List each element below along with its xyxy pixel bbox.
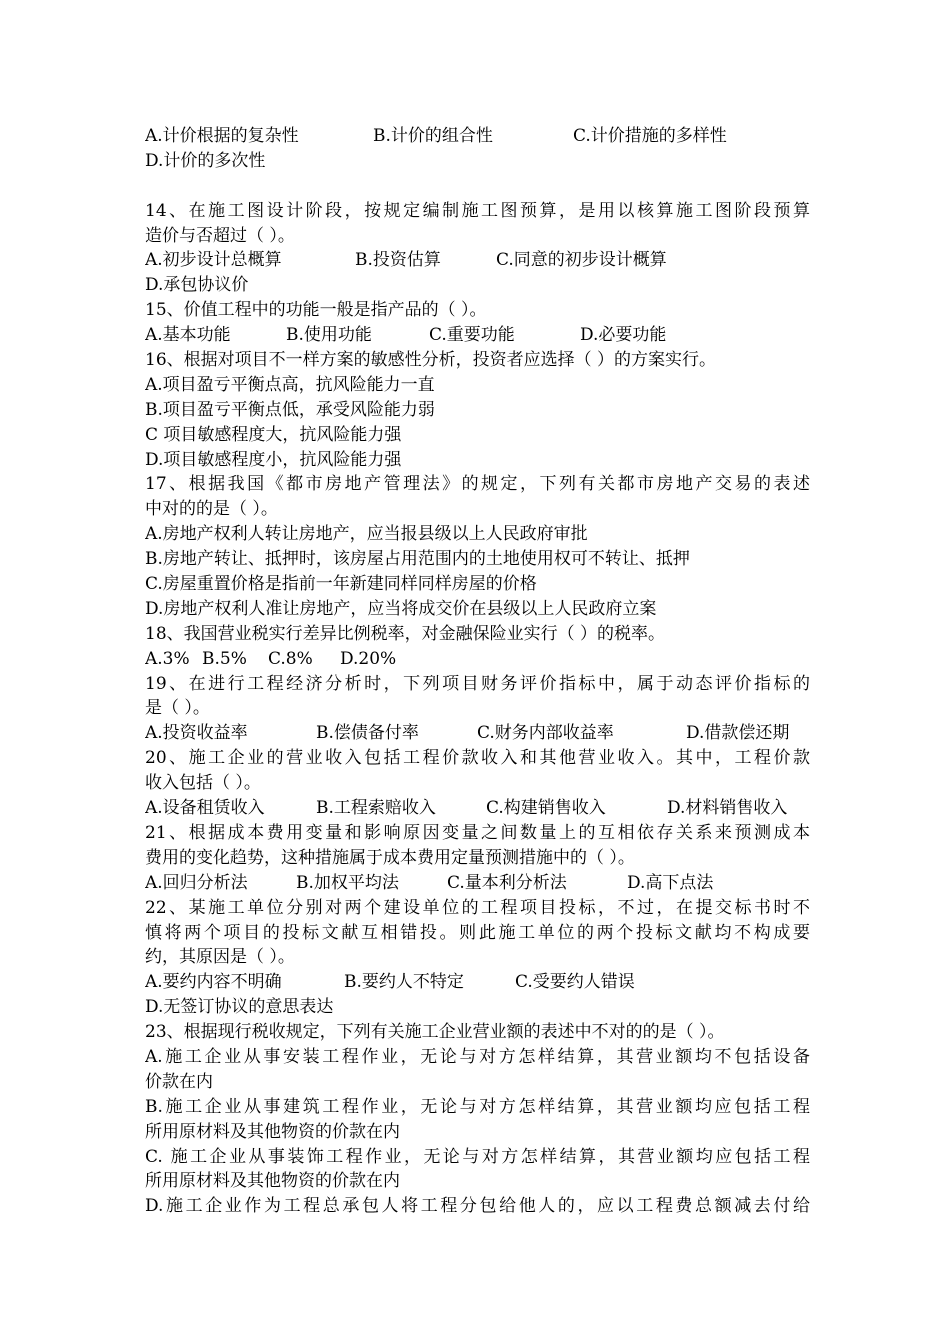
q22-option-c: C.受要约人错误 — [515, 972, 635, 993]
q15-options-row — [145, 323, 810, 348]
q22-option-a: A.要约内容不明确 — [145, 972, 282, 993]
q19-option-b: B.偿债备付率 — [316, 723, 419, 744]
q23-option-b-line-2: 所用原材料及其他物资的价款在内 — [145, 1121, 400, 1142]
q21-options-row — [145, 871, 810, 896]
q14-option-d: D.承包协议价 — [145, 275, 249, 296]
q20-option-a: A.设备租赁收入 — [145, 798, 265, 819]
q15-option-c: C.重要功能 — [429, 325, 515, 346]
q13-option-c: C.计价措施的多样性 — [573, 126, 727, 146]
q16-option-a: A.项目盈亏平衡点高，抗风险能力一直 — [145, 374, 435, 395]
q14-stem-line-2: 造价与否超过（ ）。 — [145, 225, 295, 246]
spacer — [145, 174, 810, 199]
q15-option-b: B.使用功能 — [286, 325, 372, 346]
q18-options-row — [145, 647, 810, 672]
q16-option-b: B.项目盈亏平衡点低，承受风险能力弱 — [145, 399, 435, 420]
q21-option-a: A.回归分析法 — [145, 872, 248, 893]
q14-stem-line-1: 14、在施工图设计阶段，按规定编制施工图预算，是用以核算施工图阶段预算 — [145, 200, 810, 221]
q18-stem: 18、我国营业税实行差异比例税率，对金融保险业实行（ ）的税率。 — [145, 623, 666, 644]
q13-option-a: A.计价根据的复杂性 — [145, 126, 299, 146]
q21-stem-line-1: 21、根据成本费用变量和影响原因变量之间数量上的互相依存关系来预测成本 — [145, 822, 810, 843]
q23-option-a-line-1: A.施工企业从事安装工程作业，无论与对方怎样结算，其营业额均不包括设备 — [145, 1046, 810, 1067]
q17-option-d: D.房地产权利人准让房地产，应当将成交价在县级以上人民政府立案 — [145, 598, 657, 619]
q23-option-c-line-2: 所用原材料及其他物资的价款在内 — [145, 1171, 400, 1192]
q18-option-b: B.5% — [202, 648, 247, 669]
q20-option-b: B.工程索赔收入 — [316, 798, 436, 819]
q22-stem-line-1: 22、某施工单位分别对两个建设单位的工程项目投标，不过，在提交标书时不 — [145, 897, 810, 918]
q14-option-b: B.投资估算 — [355, 250, 441, 271]
q23-option-d-line-1: D.施工企业作为工程总承包人将工程分包给他人的，应以工程费总额减去付给 — [145, 1196, 810, 1217]
q20-option-c: C.构建销售收入 — [486, 798, 606, 819]
q19-options-row — [145, 721, 810, 746]
q18-option-a: A.3% — [145, 648, 190, 669]
q18-option-c: C.8% — [268, 648, 313, 669]
q23-stem: 23、根据现行税收规定，下列有关施工企业营业额的表述中不对的的是（ ）。 — [145, 1022, 725, 1043]
q21-option-d: D.高下点法 — [627, 872, 714, 893]
q19-option-d: D.借款偿还期 — [686, 723, 790, 744]
q16-option-c: C 项目敏感程度大，抗风险能力强 — [145, 424, 402, 445]
q20-options-row — [145, 796, 810, 821]
q14-options-row — [145, 248, 810, 273]
q17-option-a: A.房地产权利人转让房地产，应当报县级以上人民政府审批 — [145, 524, 588, 545]
q21-stem-line-2: 费用的变化趋势，这种措施属于成本费用定量预测措施中的（ ）。 — [145, 847, 635, 868]
q20-stem-line-1: 20、施工企业的营业收入包括工程价款收入和其他营业收入。其中，工程价款 — [145, 748, 810, 769]
q23-option-b-line-1: B.施工企业从事建筑工程作业，无论与对方怎样结算，其营业额均应包括工程 — [145, 1096, 810, 1117]
q22-options-row — [145, 970, 810, 995]
q21-option-b: B.加权平均法 — [296, 872, 399, 893]
q22-option-b: B.要约人不特定 — [344, 972, 464, 993]
q17-stem-line-1: 17、根据我国《都市房地产管理法》的规定，下列有关都市房地产交易的表述 — [145, 474, 810, 495]
q17-option-c: C.房屋重置价格是指前一年新建同样同样房屋的价格 — [145, 574, 537, 595]
q13-option-d: D.计价的多次性 — [145, 150, 266, 171]
q16-stem: 16、根据对项目不一样方案的敏感性分析，投资者应选择（ ）的方案实行。 — [145, 350, 717, 371]
q23-option-a-line-2: 价款在内 — [145, 1071, 213, 1092]
q13-option-b: B.计价的组合性 — [373, 126, 493, 146]
q23-option-c-line-1: C. 施工企业从事装饰工程作业，无论与对方怎样结算，其营业额均应包括工程 — [145, 1146, 810, 1167]
q13-options-row — [145, 124, 810, 149]
q19-option-a: A.投资收益率 — [145, 723, 248, 744]
q14-option-c: C.同意的初步设计概算 — [496, 250, 667, 271]
q20-stem-line-2: 收入包括（ ）。 — [145, 773, 261, 794]
q22-stem-line-3: 约，其原因是（ ）。 — [145, 947, 295, 968]
q15-option-d: D.必要功能 — [580, 325, 667, 346]
q19-stem-line-2: 是（ ）。 — [145, 698, 210, 719]
q17-stem-line-2: 中对的的是（ ）。 — [145, 499, 278, 520]
q14-option-a: A.初步设计总概算 — [145, 250, 282, 271]
q16-option-d: D.项目敏感程度小，抗风险能力强 — [145, 449, 402, 470]
q20-option-d: D.材料销售收入 — [667, 798, 788, 819]
q22-option-d: D.无签订协议的意思表达 — [145, 997, 334, 1018]
q21-option-c: C.量本利分析法 — [447, 872, 567, 893]
q19-option-c: C.财务内部收益率 — [477, 723, 614, 744]
q18-option-d: D.20% — [340, 648, 397, 669]
q22-stem-line-2: 慎将两个项目的投标文献互相错投。则此施工单位的两个投标文献均不构成要 — [145, 922, 810, 943]
q19-stem-line-1: 19、在进行工程经济分析时，下列项目财务评价指标中，属于动态评价指标的 — [145, 673, 810, 694]
q15-stem: 15、价值工程中的功能一般是指产品的（ ）。 — [145, 300, 487, 321]
q15-option-a: A.基本功能 — [145, 325, 231, 346]
q17-option-b: B.房地产转让、抵押时，该房屋占用范围内的土地使用权可不转让、抵押 — [145, 549, 690, 570]
document-page — [145, 124, 810, 1219]
